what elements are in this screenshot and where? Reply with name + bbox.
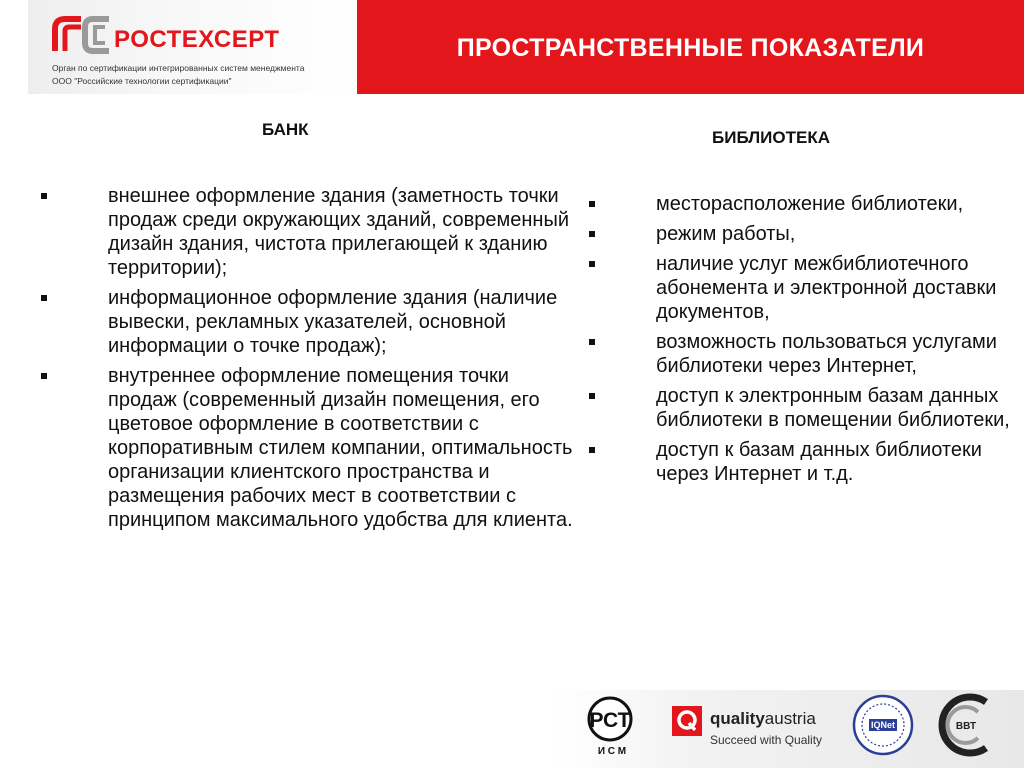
list-item-text: внешнее оформление здания (заметность точки продаж среди окружающих зданий, современный дизайн здания, чистота прилегающей к зданию территории);: [108, 185, 570, 279]
quality-austria-q-icon: [672, 706, 702, 736]
rst-ism-text: И С М: [597, 746, 627, 757]
list-item: [108, 184, 573, 280]
bullet-square-icon: [589, 447, 595, 453]
quality-austria-brand: [710, 709, 816, 729]
slide-header: [0, 0, 1024, 94]
list-item-text: месторасположение библиотеки,: [656, 193, 964, 215]
list-item: [656, 438, 1016, 486]
bank-heading: БАНК: [262, 120, 309, 139]
rst-certification-icon: [586, 695, 646, 757]
list-item: [656, 192, 1016, 216]
bullet-square-icon: [41, 193, 47, 199]
iqnet-label: IQNet: [870, 720, 896, 730]
bullet-square-icon: [41, 295, 47, 301]
list-item-text: режим работы,: [656, 223, 796, 245]
bank-list: [108, 184, 573, 538]
bullet-square-icon: [589, 231, 595, 237]
vvt-logo-icon: [926, 692, 994, 758]
library-heading: БИБЛИОТЕКА: [712, 128, 830, 147]
iqnet-seal-icon: [852, 694, 914, 756]
list-item: [656, 330, 1016, 378]
list-item: [108, 286, 573, 358]
bullet-square-icon: [589, 201, 595, 207]
bullet-square-icon: [589, 339, 595, 345]
list-item-text: доступ к базам данных библиотеки через Интернет и т.д.: [656, 439, 982, 485]
qa-brand-bold: quality: [710, 709, 765, 728]
logo-text: РОСТЕХСЕРТ: [114, 26, 280, 53]
rst-mark-text: РСТ: [589, 709, 631, 732]
bullet-square-icon: [589, 393, 595, 399]
quality-austria-slogan: Succeed with Quality: [710, 733, 823, 747]
list-item: [656, 252, 1016, 324]
list-item: [656, 384, 1016, 432]
list-item-text: информационное оформление здания (наличие вывески, рекламных указателей, основной информации о точке продаж);: [108, 287, 558, 357]
list-item-text: наличие услуг межбиблиотечного абонемента и электронной доставки документов,: [656, 253, 997, 323]
org-line-1: Орган по сертификации интегрированных систем менеджмента: [52, 63, 305, 73]
library-list: [656, 192, 1016, 492]
rostekhsert-logo-icon: [51, 15, 111, 55]
vvt-label: ВВТ: [955, 721, 977, 732]
list-item-text: доступ к электронным базам данных библиотеки в помещении библиотеки,: [656, 385, 1010, 431]
list-item: [108, 364, 573, 532]
list-item-text: возможность пользоваться услугами библиотеки через Интернет,: [656, 331, 997, 377]
header-title-bar: [357, 0, 1024, 94]
org-line-2: ООО "Российские технологии сертификации": [52, 76, 232, 86]
bullet-square-icon: [589, 261, 595, 267]
slide-title: ПРОСТРАНСТВЕННЫЕ ПОКАЗАТЕЛИ: [456, 34, 925, 62]
list-item: [656, 222, 1016, 246]
qa-brand-rest: austria: [764, 709, 816, 728]
bullet-square-icon: [41, 373, 47, 379]
list-item-text: внутреннее оформление помещения точки продаж (современный дизайн помещения, его цветовое оформление в соответствии с корпоративным стилем компании, оптимальность организации клиентского пространства и размещения рабочих мест в соответствии с принципом максимального удобства для клиента.: [108, 365, 573, 531]
